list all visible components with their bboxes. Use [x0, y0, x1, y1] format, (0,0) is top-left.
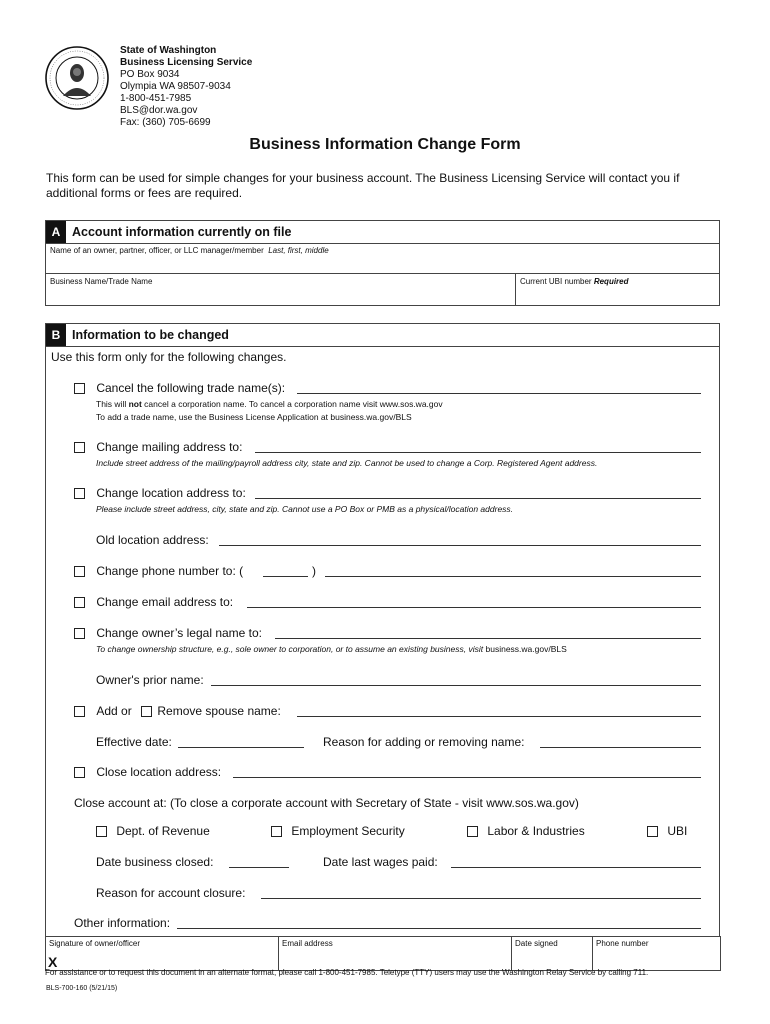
- cancel-trade-row: [74, 381, 285, 395]
- owner-name-hint: Last, first, middle: [268, 246, 329, 255]
- footer-email-label: Email address: [282, 939, 333, 948]
- email-input[interactable]: [247, 607, 701, 608]
- revenue-checkbox[interactable]: [96, 826, 107, 837]
- ubi-option-label: UBI: [667, 824, 688, 838]
- location-row: [74, 486, 246, 500]
- mailing-label: Change mailing address to:: [96, 440, 243, 454]
- effective-date-label: Effective date:: [96, 735, 172, 749]
- owner-name-input[interactable]: [275, 638, 701, 639]
- opt-revenue-row: [96, 824, 210, 838]
- business-name-label: Business Name/Trade Name: [50, 277, 153, 286]
- business-name-field[interactable]: [46, 274, 515, 305]
- remove-spouse-checkbox[interactable]: [141, 706, 152, 717]
- date-signed-label: Date signed: [515, 939, 558, 948]
- owner-name-label: Name of an owner, partner, officer, or LLC manager/member Last, first, middle: [50, 246, 329, 255]
- ubi-checkbox[interactable]: [647, 826, 658, 837]
- owner-note-link[interactable]: business.wa.gov/BLS: [485, 644, 567, 654]
- signature-label: Signature of owner/officer: [49, 939, 141, 948]
- labor-checkbox[interactable]: [467, 826, 478, 837]
- email-cell[interactable]: [279, 937, 512, 970]
- signature-cell[interactable]: [46, 937, 279, 970]
- section-b-header: [46, 324, 719, 347]
- phone-area-input[interactable]: [263, 576, 308, 577]
- effective-date-input[interactable]: [178, 747, 304, 748]
- date-signed-cell[interactable]: [512, 937, 593, 970]
- form-number: BLS-700-160 (5/21/15): [46, 985, 118, 992]
- close-location-label: Close location address:: [96, 765, 222, 779]
- email-row: [74, 595, 233, 609]
- footer-phone-label: Phone number: [596, 939, 649, 948]
- date-closed-label: Date business closed:: [96, 855, 214, 869]
- state-seal-icon: [45, 46, 109, 110]
- phone-checkbox[interactable]: [74, 566, 85, 577]
- close-account-label: Close account at: (To close a corporate account with Secretary of State - visit www.sos.wa.gov): [74, 796, 579, 810]
- cancel-trade-label: Cancel the following trade name(s):: [96, 381, 286, 395]
- reason-add-remove-label: Reason for adding or removing name:: [323, 735, 525, 749]
- use-text: Use this form only for the following changes.: [51, 350, 287, 364]
- owner-name-checkbox[interactable]: [74, 628, 85, 639]
- close-location-input[interactable]: [233, 777, 701, 778]
- mailing-checkbox[interactable]: [74, 442, 85, 453]
- location-input[interactable]: [255, 498, 701, 499]
- phone-cell[interactable]: [593, 937, 720, 970]
- owner-name-field[interactable]: [46, 243, 719, 273]
- opt-labor-row: [467, 824, 585, 838]
- phone-row: [74, 564, 243, 578]
- phone-close-paren: ): [312, 564, 316, 578]
- agency-fax: Fax: (360) 705-6699: [120, 117, 211, 128]
- location-label: Change location address to:: [96, 486, 246, 500]
- agency-email[interactable]: BLS@dor.wa.gov: [120, 105, 198, 116]
- close-location-row: [74, 765, 221, 779]
- spouse-row: [74, 704, 281, 718]
- section-a-title: Account information currently on file: [72, 225, 292, 239]
- add-label: Add or: [96, 704, 132, 718]
- prior-name-label: Owner's prior name:: [96, 673, 204, 687]
- section-b-letter: B: [46, 324, 66, 346]
- other-info-input[interactable]: [177, 928, 701, 929]
- mailing-input[interactable]: [255, 452, 701, 453]
- agency-phone: 1-800-451-7985: [120, 93, 192, 104]
- section-a-header: [46, 221, 719, 244]
- location-note: Please include street address, city, state and zip. Cannot use a PO Box or PMB as a physical/location address.: [96, 504, 514, 514]
- agency-box: PO Box 9034: [120, 69, 180, 80]
- other-info-label: Other information:: [74, 916, 171, 930]
- agency-service: Business Licensing Service: [120, 57, 253, 68]
- reason-add-remove-input[interactable]: [540, 747, 701, 748]
- location-checkbox[interactable]: [74, 488, 85, 499]
- signature-mark: X: [48, 954, 58, 970]
- opt-ubi-row: [647, 824, 687, 838]
- email-checkbox[interactable]: [74, 597, 85, 608]
- reason-closure-label: Reason for account closure:: [96, 886, 246, 900]
- signature-row: [45, 936, 721, 971]
- spouse-name-input[interactable]: [297, 716, 701, 717]
- opt-employment-row: [271, 824, 405, 838]
- cancel-trade-note1: This will not cancel a corporation name. To cancel a corporation name visit www.sos.wa.gov: [96, 399, 443, 409]
- ubi-field[interactable]: [516, 274, 719, 305]
- reason-closure-input[interactable]: [261, 898, 701, 899]
- phone-label: Change phone number to: (: [96, 564, 244, 578]
- agency-state: State of Washington: [120, 45, 217, 56]
- owner-name-row: [74, 626, 262, 640]
- ubi-required: Required: [593, 277, 629, 286]
- cancel-trade-note2: To add a trade name, use the Business License Application at business.wa.gov/BLS: [96, 412, 412, 422]
- old-location-label: Old location address:: [96, 533, 209, 547]
- owner-name-change-label: Change owner’s legal name to:: [96, 626, 263, 640]
- revenue-label: Dept. of Revenue: [116, 824, 210, 838]
- prior-name-input[interactable]: [211, 685, 701, 686]
- remove-spouse-label: Remove spouse name:: [157, 704, 281, 718]
- section-a: [45, 220, 720, 306]
- state-seal: [45, 46, 109, 110]
- mailing-note: Include street address of the mailing/payroll address city, state and zip. Cannot be used to change a Corp. Registered Agent address.: [96, 458, 598, 468]
- phone-number-input[interactable]: [325, 576, 701, 577]
- mailing-row: [74, 440, 242, 454]
- cancel-trade-input[interactable]: [297, 393, 701, 394]
- employment-checkbox[interactable]: [271, 826, 282, 837]
- form-title: Business Information Change Form: [249, 136, 521, 153]
- section-a-letter: A: [46, 221, 66, 243]
- agency-city: Olympia WA 98507-9034: [120, 81, 231, 92]
- old-location-input[interactable]: [219, 545, 701, 546]
- cancel-trade-checkbox[interactable]: [74, 383, 85, 394]
- email-label: Change email address to:: [96, 595, 234, 609]
- form-intro: This form can be used for simple changes for your business account. The Business Licensing Service will contact you if additional forms or fees are required.: [46, 171, 680, 200]
- labor-label: Labor & Industries: [487, 824, 585, 838]
- add-spouse-checkbox[interactable]: [74, 706, 85, 717]
- owner-name-note: To change ownership structure, e.g., sole owner to corporation, or to assume an existing business, visit business.wa.gov/BLS: [96, 644, 567, 654]
- date-wages-label: Date last wages paid:: [323, 855, 438, 869]
- date-closed-input[interactable]: [229, 867, 289, 868]
- date-wages-input[interactable]: [451, 867, 701, 868]
- employment-label: Employment Security: [291, 824, 405, 838]
- assistance-text: For assistance or to request this document in an alternate format, please call 1-800-451-7985. Teletype (TTY) users may use the Washington Relay Service by calling 711.: [45, 968, 649, 977]
- close-location-checkbox[interactable]: [74, 767, 85, 778]
- section-b-title: Information to be changed: [72, 328, 229, 342]
- agency-info: [120, 45, 252, 129]
- ubi-label: Current UBI number Required: [520, 277, 629, 286]
